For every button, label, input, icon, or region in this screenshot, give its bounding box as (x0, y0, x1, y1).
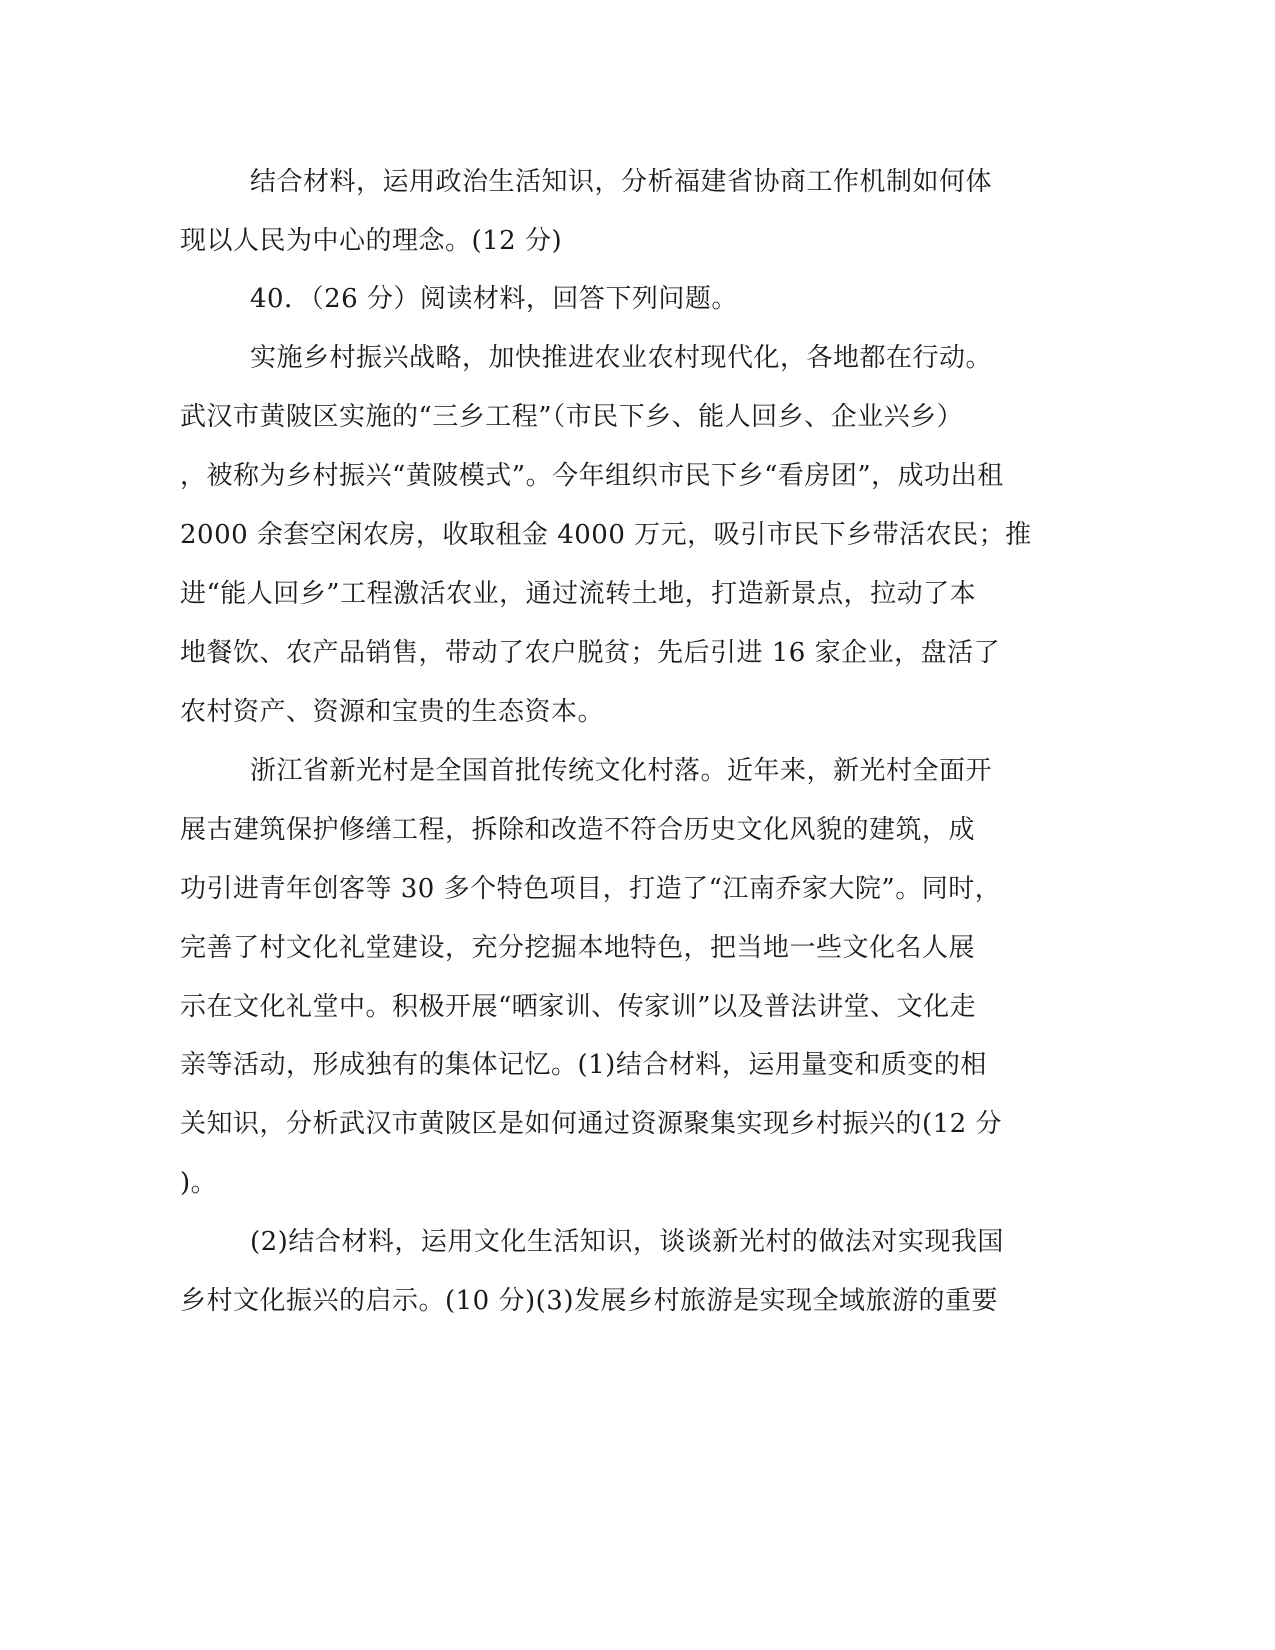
text-line: 展古建筑保护修缮工程，拆除和改造不符合历史文化风貌的建筑，成 (180, 815, 976, 845)
text-line: )。 (180, 1168, 218, 1198)
text-line: 完善了村文化礼堂建设，充分挖掘本地特色，把当地一些文化名人展 (180, 933, 976, 963)
text-line: 进“能人回乡”工程激活农业，通过流转土地，打造新景点，拉动了本 (180, 579, 977, 609)
text-line: 示在文化礼堂中。积极开展“晒家训、传家训”以及普法讲堂、文化走 (180, 992, 977, 1022)
text-line: 实施乡村振兴战略，加快推进农业农村现代化，各地都在行动。 (250, 343, 993, 373)
text-line: 功引进青年创客等 30 多个特色项目，打造了“江南乔家大院”。同时， (180, 874, 1002, 904)
question-heading: 40．（26 分）阅读材料，回答下列问题。 (250, 284, 738, 314)
text-line: (2)结合材料，运用文化生活知识，谈谈新光村的做法对实现我国 (250, 1227, 1004, 1257)
text-line: 武汉市黄陂区实施的“三乡工程”（市民下乡、能人回乡、企业兴乡） (180, 402, 964, 432)
text-line: 结合材料，运用政治生活知识，分析福建省协商工作机制如何体 (250, 167, 993, 197)
text-line: 关知识，分析武汉市黄陂区是如何通过资源聚集实现乡村振兴的(12 分 (180, 1109, 1002, 1139)
text-line: ，被称为乡村振兴“黄陂模式”。今年组织市民下乡“看房团”，成功出租 (180, 461, 1004, 491)
text-line: 浙江省新光村是全国首批传统文化村落。近年来，新光村全面开 (250, 756, 993, 786)
text-line: 乡村文化振兴的启示。(10 分)(3)发展乡村旅游是实现全域旅游的重要 (180, 1286, 998, 1316)
text-line: 现以人民为中心的理念。(12 分) (180, 226, 563, 256)
text-line: 地餐饮、农产品销售，带动了农户脱贫；先后引进 16 家企业，盘活了 (180, 638, 1001, 668)
text-line: 农村资产、资源和宝贵的生态资本。 (180, 697, 605, 727)
text-line: 2000 余套空闲农房，收取租金 4000 万元，吸引市民下乡带活农民；推 (180, 520, 1032, 550)
text-line: 亲等活动，形成独有的集体记忆。(1)结合材料，运用量变和质变的相 (180, 1050, 987, 1080)
